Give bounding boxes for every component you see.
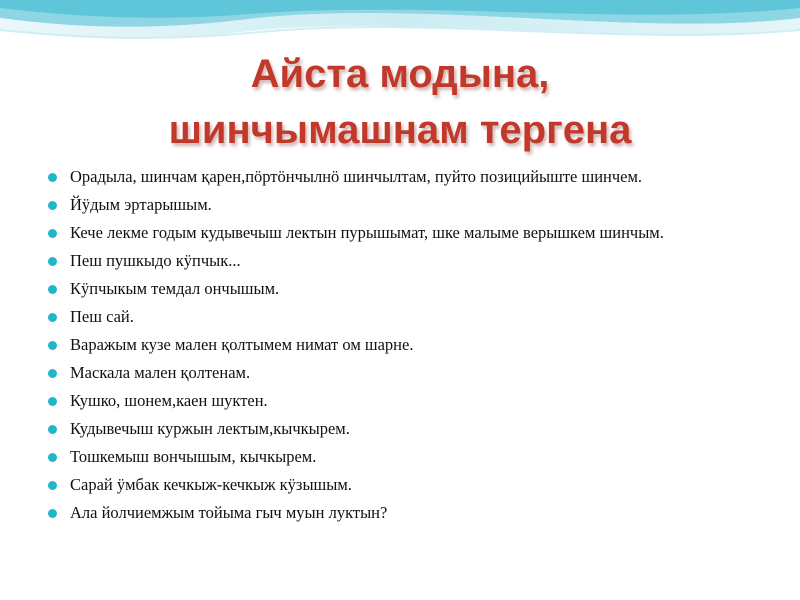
bullet-item xyxy=(48,222,768,244)
bullet-text: Пеш сай. xyxy=(70,307,134,326)
bullet-text: Тошкемыш вончышым, кычкырем. xyxy=(70,447,317,466)
title-line-1: Айста модына, xyxy=(250,52,550,96)
slide-title xyxy=(0,46,800,158)
bullet-dot-icon xyxy=(48,173,57,182)
bullet-dot-icon xyxy=(48,201,57,210)
bullet-text: Кушко, шонем,каен шуктен. xyxy=(70,391,268,410)
bullet-item xyxy=(48,306,768,328)
bullet-dot-icon xyxy=(48,257,57,266)
bullet-dot-icon xyxy=(48,313,57,322)
bullet-item xyxy=(48,166,768,188)
title-line-2: шинчымашнам тергена xyxy=(168,108,632,152)
bullet-text: Кече лекме годым кудывечыш лектын пурышымат, шке малыме верышкем шинчым. xyxy=(70,223,664,242)
bullet-item xyxy=(48,474,768,496)
bullet-dot-icon xyxy=(48,229,57,238)
bullet-text: Маскала мален қолтенам. xyxy=(70,363,251,382)
bullet-item xyxy=(48,334,768,356)
bullet-text: Кудывечыш куржын лектым,кычкырем. xyxy=(70,419,350,438)
bullet-item xyxy=(48,446,768,468)
bullet-item xyxy=(48,278,768,300)
bullet-text: Орадыла, шинчам қарен,пӧртӧнчылнӧ шинчылтам, пуйто позицийыште шинчем. xyxy=(70,167,643,186)
bullet-text: Варажым кузе мален қолтымем нимат ом шарне. xyxy=(70,335,414,354)
bullet-list xyxy=(48,166,768,530)
bullet-dot-icon xyxy=(48,481,57,490)
bullet-dot-icon xyxy=(48,369,57,378)
bullet-dot-icon xyxy=(48,453,57,462)
bullet-item xyxy=(48,502,768,524)
bullet-item xyxy=(48,362,768,384)
bullet-dot-icon xyxy=(48,425,57,434)
bullet-text: Кӱпчыкым темдал ончышым. xyxy=(70,279,280,298)
bullet-text: Йӱдым эртарышым. xyxy=(70,195,212,214)
bullet-item xyxy=(48,194,768,216)
bullet-item xyxy=(48,418,768,440)
bullet-text: Сарай ӱмбак кечкыж-кечкыж кӱзышым. xyxy=(70,475,352,494)
bullet-text: Ала йолчиемжым тойыма гыч муын луктын? xyxy=(70,503,388,522)
bullet-item xyxy=(48,250,768,272)
bullet-dot-icon xyxy=(48,341,57,350)
bullet-dot-icon xyxy=(48,397,57,406)
bullet-dot-icon xyxy=(48,509,57,518)
bullet-dot-icon xyxy=(48,285,57,294)
bullet-item xyxy=(48,390,768,412)
bullet-text: Пеш пушкыдо кӱпчык... xyxy=(70,251,241,270)
